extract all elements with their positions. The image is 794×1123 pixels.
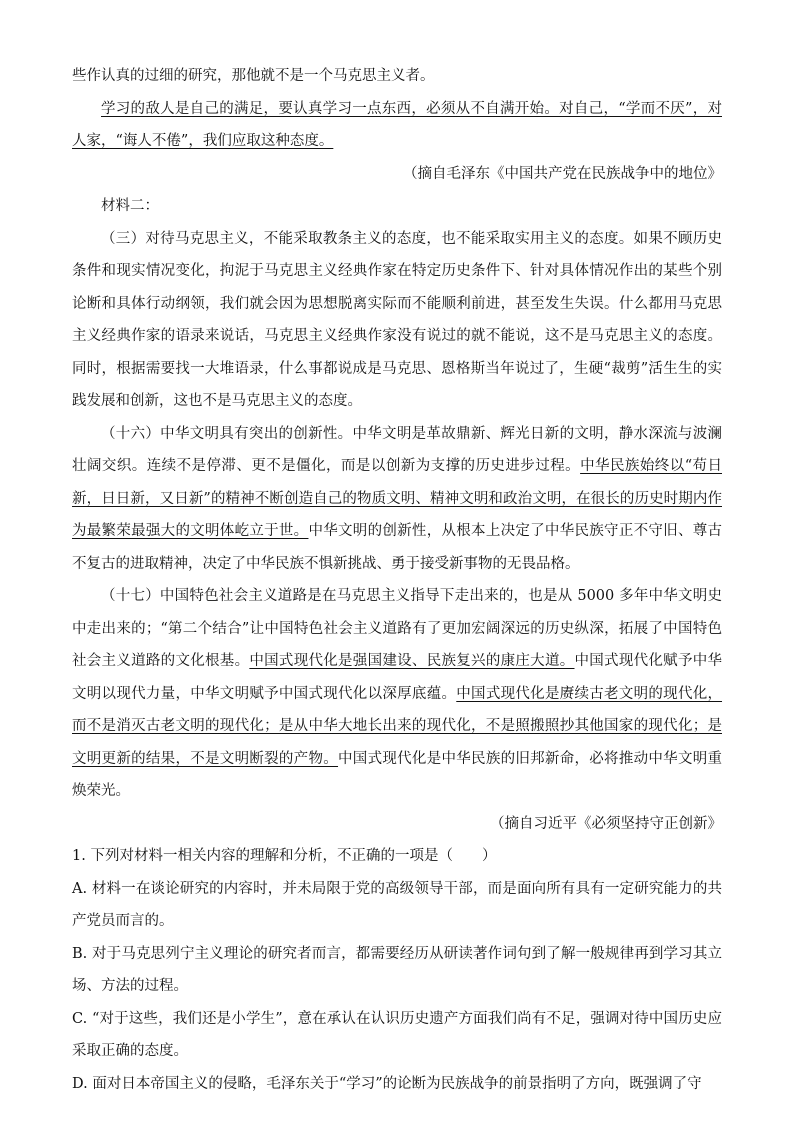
paragraph-text: （十七）中国特色社会主义道路是在马克思主义指导下走出来的，也是从 5000 多年中华文明史中走出来的；“第二个结合”让中国特色社会主义道路有了更加宏阔深远的历史纵深，拓展了中国特色社会主义道路的文化根基。	[72, 588, 722, 669]
paragraph-text: （十六）中华文明具有突出的创新性。中华文明是革故鼎新、辉光日新的文明，静水深流与波澜壮阔交织。连续不是停滞、更不是僵化，而是以创新为支撑的历史进步过程。	[72, 425, 722, 474]
underlined-passage: 中国式现代化是赓续古老文明的现代化，而不是消灭古老文明的现代化；是从中华大地长出来的现代化，不是照搬照抄其他国家的现代化；是文明更新的结果，不是文明断裂的产物。	[72, 685, 723, 767]
question-one: 1. 下列对材料一相关内容的理解和分析，不正确的一项是（ ）	[72, 848, 497, 864]
underlined-passage: 学习的敌人是自己的满足，要认真学习一点东西，必须从不自满开始。对自己，“学而不厌”，对人家，“诲人不倦”，我们应取这种态度。	[72, 100, 722, 149]
source-citation-mao: （摘自毛泽东《中国共产党在民族战争中的地位》	[403, 165, 722, 182]
paragraph-seventeen	[72, 580, 722, 808]
paragraph-text: 中国式现代化是中华民族的旧邦新命，必将推动中华文明重焕荣光。	[72, 750, 723, 799]
option-a: A. 材料一在谈论研究的内容时，并未局限于党的高级领导干部，而是面向所有具有一定研究能力的共产党员而言的。	[72, 880, 722, 929]
option-c: C. “对于这些，我们还是小学生”，意在承认在认识历史遗产方面我们尚有不足，强调对待中国历史应采取正确的态度。	[72, 1010, 722, 1059]
paragraph-three: （三）对待马克思主义，不能采取教条主义的态度，也不能采取实用主义的态度。如果不顾历史条件和现实情况变化，拘泥于马克思主义经典作家在特定历史条件下、针对具体情况作出的某些个别论断和具体行动纲领，我们就会因为思想脱离实际而不能顺利前进，甚至发生失误。什么都用马克思主义经典作家的语录来说话，马克思主义经典作家没有说过的就不能说，这不是马克思主义的态度。同时，根据需要找一大堆语录，什么事都说成是马克思、恩格斯当年说过了，生硬“裁剪”活生生的实践发展和创新，这也不是马克思主义的态度。	[72, 230, 722, 409]
paragraph-text: 中国式现代化赋予中华文明以现代力量，中华文明赋予中国式现代化以深厚底蕴。	[72, 653, 723, 702]
underlined-passage: 中华民族始终以“苟日新，日日新，又日新”的精神不断创造自己的物质文明、精神文明和政治文明，在很长的历史时期内作为最繁荣最强大的文明体屹立于世。	[72, 458, 722, 539]
paragraph-continuation: 些作认真的过细的研究，那他就不是一个马克思主义者。	[72, 68, 435, 84]
paragraph-learning	[72, 93, 722, 158]
paragraph-sixteen	[72, 418, 722, 581]
material-two-heading: 材料二：	[101, 198, 159, 214]
source-citation-xi: （摘自习近平《必须坚持守正创新》	[490, 815, 722, 832]
paragraph-text: 中华文明的创新性，从根本上决定了中华民族守正不守旧、尊古不复古的进取精神，决定了中华民族不惧新挑战、勇于接受新事物的无畏品格。	[72, 523, 723, 572]
option-d: D. 面对日本帝国主义的侵略，毛泽东关于“学习”的论断为民族战争的前景指明了方向，既强调了守	[72, 1075, 702, 1092]
option-b: B. 对于马克思列宁主义理论的研究者而言，都需要经历从研读著作词句到了解一般规律再到学习其立场、方法的过程。	[72, 945, 722, 994]
underlined-passage: 中国式现代化是强国建设、民族复兴的康庄大道。	[249, 653, 575, 669]
